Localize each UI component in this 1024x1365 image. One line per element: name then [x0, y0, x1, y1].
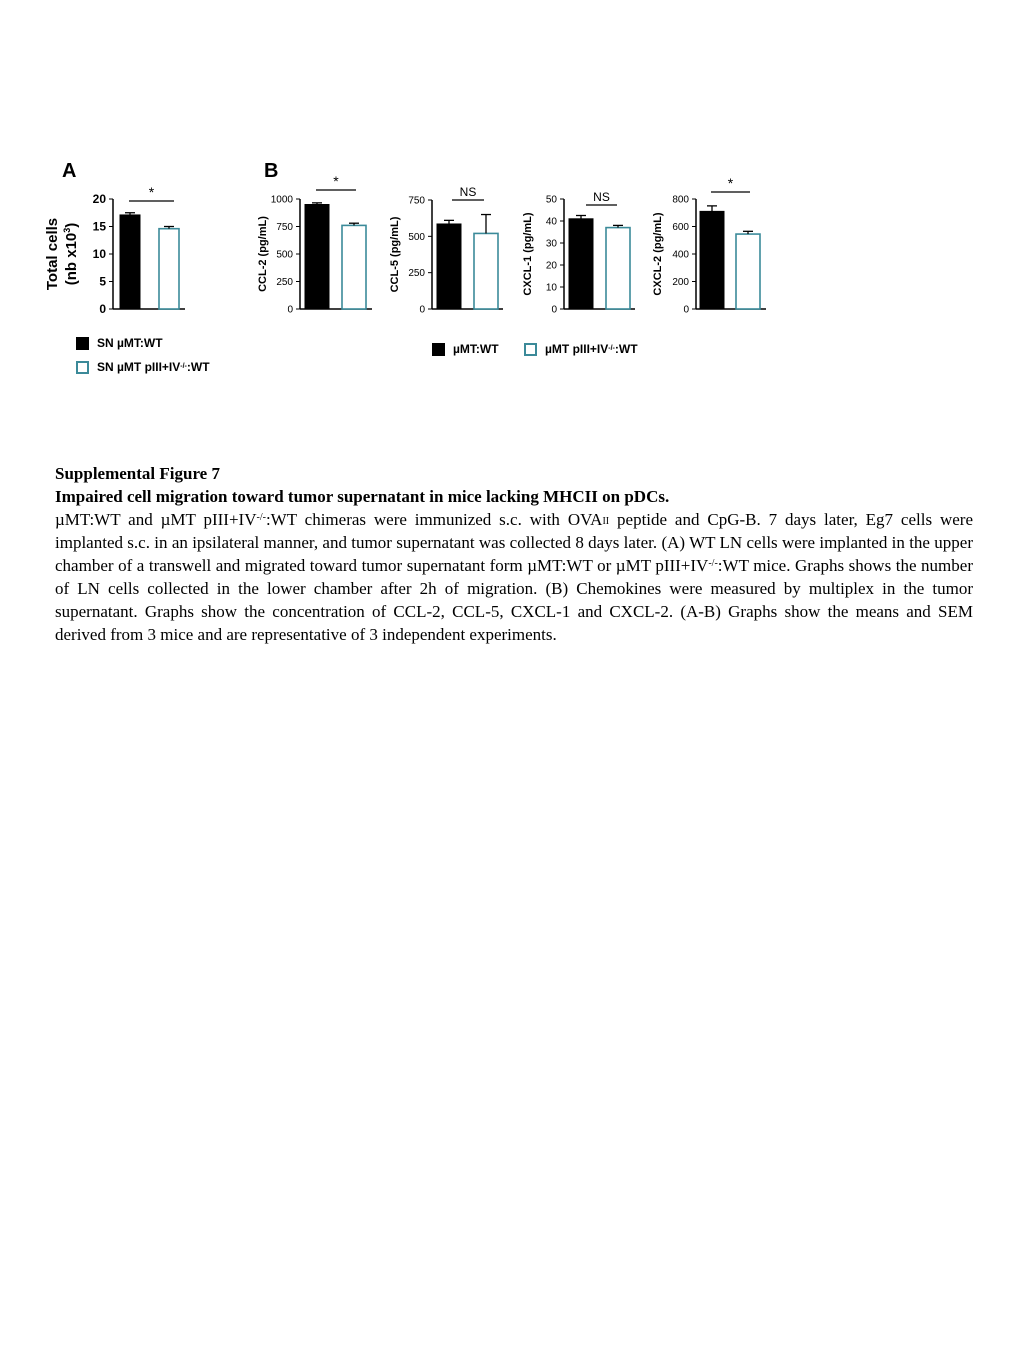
- legend-a-label-2-prefix: SN µMT pIII+IV: [97, 360, 181, 374]
- y-tick-label: 20: [92, 192, 106, 207]
- chart-3: [389, 185, 503, 316]
- bar-open: [736, 234, 760, 309]
- y-tick-label: 10: [92, 247, 106, 262]
- y-tick-label: 500: [276, 249, 293, 261]
- y-axis-label-line2: [62, 223, 80, 286]
- y-tick-label: 250: [276, 277, 293, 288]
- panel-label-b: B: [264, 160, 279, 182]
- y-tick-label: 800: [672, 194, 689, 206]
- bar-open: [342, 225, 366, 309]
- y-tick-label: 250: [408, 268, 425, 280]
- bar-filled: [437, 224, 461, 309]
- legend-b-label-2-sup: -/-: [608, 344, 615, 352]
- y-axis-label-sup: 3: [62, 227, 72, 233]
- y-tick-label: 500: [408, 231, 425, 243]
- legend-swatch-filled: [76, 337, 89, 350]
- y-tick-label: 0: [99, 302, 106, 317]
- y-tick-label: 0: [419, 304, 425, 316]
- y-tick-label: 600: [672, 222, 689, 233]
- y-tick-label: 750: [276, 222, 293, 233]
- y-tick-label: 30: [545, 238, 557, 250]
- bar-filled: [120, 215, 140, 309]
- legend-a-label-2-suffix: :WT: [186, 360, 210, 374]
- bar-filled: [305, 205, 329, 310]
- bar-open: [606, 228, 630, 309]
- chart-2: [257, 173, 372, 316]
- caption-title: Supplemental Figure 7: [55, 464, 220, 483]
- y-tick-label: 400: [672, 249, 689, 261]
- y-tick-label: 750: [408, 195, 425, 207]
- y-tick-label: 1000: [270, 194, 293, 206]
- significance-label: *: [727, 175, 734, 191]
- y-tick-label: 0: [287, 304, 293, 316]
- bar-filled: [569, 219, 593, 309]
- caption-sub-1: II: [602, 516, 610, 527]
- caption-sup-1: -/-: [256, 512, 266, 523]
- significance-label: NS: [593, 190, 610, 204]
- legend-b-item-2: [524, 342, 638, 356]
- caption-text-3: peptide and CpG-B. 7 days later, Eg7 cells were implanted s.c. in an ipsilateral manner, and tumor supernatant was collected 8 days later. (A) WT LN cells were implanted in the upper chamber of a transwell and migrated toward tumor supernatant form µMT:WT or µMT pIII+IV: [55, 510, 973, 575]
- bar-filled: [700, 211, 724, 309]
- legend-a-label-1: SN µMT:WT: [97, 336, 163, 350]
- panel-label-a: A: [62, 160, 77, 182]
- legend-swatch-filled: [432, 343, 445, 356]
- figure-caption: [55, 462, 973, 646]
- y-axis-label: CXCL-1 (pg/mL): [522, 212, 534, 296]
- y-tick-label: 50: [545, 194, 557, 206]
- legend-swatch-open: [76, 361, 89, 374]
- caption-text-2: :WT chimeras were immunized s.c. with OVA: [265, 510, 603, 529]
- chart-5: [652, 175, 766, 316]
- legend-a-label-2-sup: -/-: [180, 362, 187, 370]
- y-tick-label: 200: [672, 277, 689, 288]
- legend-a-item-1: [76, 336, 163, 350]
- y-axis-label: Total cells: [44, 217, 61, 291]
- caption-body: [55, 508, 973, 646]
- y-tick-label: 10: [545, 282, 557, 294]
- chart-4: [522, 190, 635, 316]
- chart-1: [44, 184, 185, 316]
- legend-swatch-open: [524, 343, 537, 356]
- caption-text-1: µMT:WT and µMT pIII+IV: [55, 510, 257, 529]
- legend-b-label-2-prefix: µMT pIII+IV: [545, 342, 609, 356]
- y-tick-label: 5: [99, 274, 106, 289]
- y-axis-label: CCL-5 (pg/mL): [389, 216, 401, 293]
- caption-subtitle: Impaired cell migration toward tumor supernatant in mice lacking MHCII on pDCs.: [55, 487, 670, 506]
- legend-b-item-1: [432, 342, 499, 356]
- significance-label: NS: [459, 185, 477, 199]
- bar-open: [159, 229, 179, 309]
- legend-a-item-2: [76, 360, 210, 374]
- y-tick-label: 20: [545, 260, 557, 272]
- y-tick-label: 0: [551, 304, 557, 316]
- charts-svg: [0, 0, 1024, 440]
- y-axis-label: CCL-2 (pg/mL): [257, 216, 269, 292]
- caption-sup-2: -/-: [708, 558, 718, 569]
- significance-label: *: [333, 173, 339, 189]
- caption-text-4: :WT mice. Graphs shows the number of LN cells collected in the lower chamber after 2h of migration. (B) Chemokines were measured by multiplex in the tumor supernatant. Graphs show the concentration of CCL-2, CCL-5, CXCL-1 and CXCL-2. (A-B) Graphs show the means and SEM derived from 3 mice and are representative of 3 independent experiments.: [55, 556, 973, 644]
- y-axis-label-part: (nb x10: [63, 232, 80, 286]
- y-axis-label-part: ): [63, 222, 80, 228]
- bar-open: [474, 233, 498, 309]
- y-tick-label: 40: [545, 216, 557, 228]
- y-axis-label: CXCL-2 (pg/mL): [652, 212, 664, 296]
- legend-b-label-2-suffix: :WT: [614, 342, 638, 356]
- significance-label: *: [148, 184, 155, 200]
- legend-b-label-1: µMT:WT: [453, 342, 499, 356]
- y-tick-label: 0: [683, 304, 689, 316]
- y-tick-label: 15: [92, 219, 106, 234]
- figure: [0, 0, 1024, 440]
